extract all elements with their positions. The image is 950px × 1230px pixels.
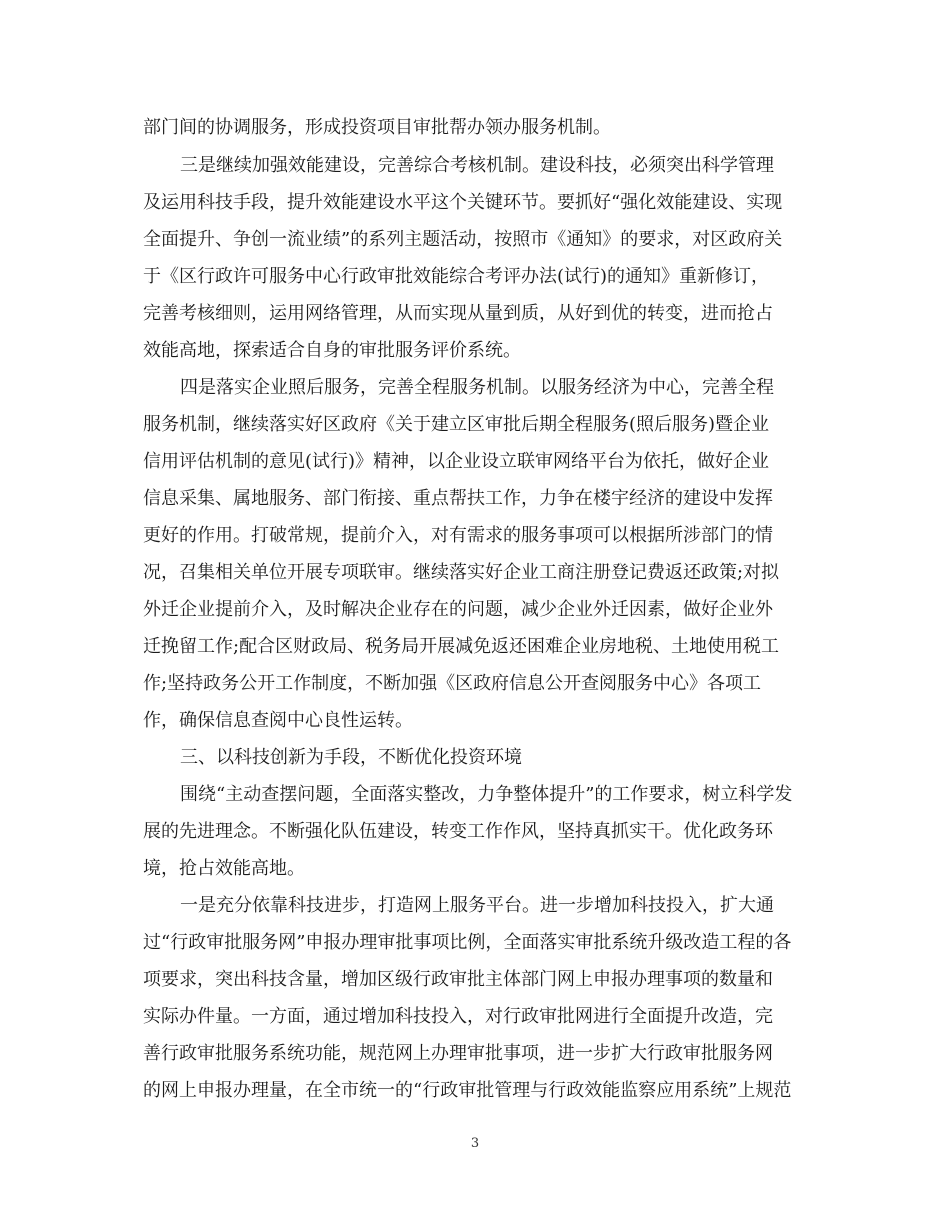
text-line: 实际办件量。一方面，通过增加科技投入，对行政审批网进行全面提升改造，完 <box>143 1006 773 1027</box>
text-line: 全面提升、争创一流业绩”的系列主题活动，按照市《通知》的要求，对区政府关 <box>143 229 783 250</box>
text-line: 的网上申报办理量，在全市统一的“行政审批管理与行政效能监察应用系统”上规范 <box>143 1080 792 1101</box>
paragraph-first-line: 三是继续加强效能建设，完善综合考核机制。建设科技，必须突出科学管理 <box>180 155 774 176</box>
text-line: 服务机制，继续落实好区政府《关于建立区审批后期全程服务(照后服务)暨企业 <box>143 414 770 435</box>
text-line: 信用评估机制的意见(试行)》精神，以企业设立联审网络平台为依托，做好企业 <box>143 451 770 472</box>
text-line: 外迁企业提前介入，及时解决企业存在的问题，减少企业外迁因素，做好企业外 <box>143 599 773 620</box>
text-line: 更好的作用。打破常规，提前介入，对有需求的服务事项可以根据所涉部门的情 <box>143 525 773 546</box>
text-line: 部门间的协调服务，形成投资项目审批帮办领办服务机制。 <box>143 117 611 138</box>
text-line: 过“行政审批服务网”申报办理审批事项比例，全面落实审批系统升级改造工程的各 <box>143 932 792 953</box>
section-heading: 三、以科技创新为手段，不断优化投资环境 <box>180 747 522 768</box>
text-line: 迁挽留工作;配合区财政局、税务局开展减免返还困难企业房地税、土地使用税工 <box>143 636 780 657</box>
paragraph-first-line: 围绕“主动查摆问题，全面落实整改，力争整体提升”的工作要求，树立科学发 <box>180 784 793 805</box>
text-line: 项要求，突出科技含量，增加区级行政审批主体部门网上申报办理事项的数量和 <box>143 969 773 990</box>
page-number: 3 <box>470 1136 480 1151</box>
text-line: 效能高地，探索适合自身的审批服务评价系统。 <box>143 340 521 361</box>
text-line: 作;坚持政务公开工作制度，不断加强《区政府信息公开查阅服务中心》各项工 <box>143 673 762 694</box>
paragraph-first-line: 一是充分依靠科技进步，打造网上服务平台。进一步增加科技投入，扩大通 <box>180 895 774 916</box>
text-line: 信息采集、属地服务、部门衔接、重点帮扶工作，力争在楼宇经济的建设中发挥 <box>143 488 773 509</box>
text-line: 境，抢占效能高地。 <box>143 858 305 879</box>
paragraph-first-line: 四是落实企业照后服务，完善全程服务机制。以服务经济为中心，完善全程 <box>180 377 774 398</box>
text-line: 于《区行政许可服务中心行政审批效能综合考评办法(试行)的通知》重新修订， <box>143 266 770 287</box>
text-line: 况，召集相关单位开展专项联审。继续落实好企业工商注册登记费返还政策;对拟 <box>143 562 780 583</box>
text-line: 完善考核细则，运用网络管理，从而实现从量到质，从好到优的转变，进而抢占 <box>143 303 773 324</box>
text-line: 作，确保信息查阅中心良性运转。 <box>143 710 413 731</box>
text-line: 展的先进理念。不断强化队伍建设，转变工作作风，坚持真抓实干。优化政务环 <box>143 821 773 842</box>
text-line: 及运用科技手段，提升效能建设水平这个关键环节。要抓好“强化效能建设、实现 <box>143 192 783 213</box>
text-line: 善行政审批服务系统功能，规范网上办理审批事项，进一步扩大行政审批服务网 <box>143 1043 773 1064</box>
